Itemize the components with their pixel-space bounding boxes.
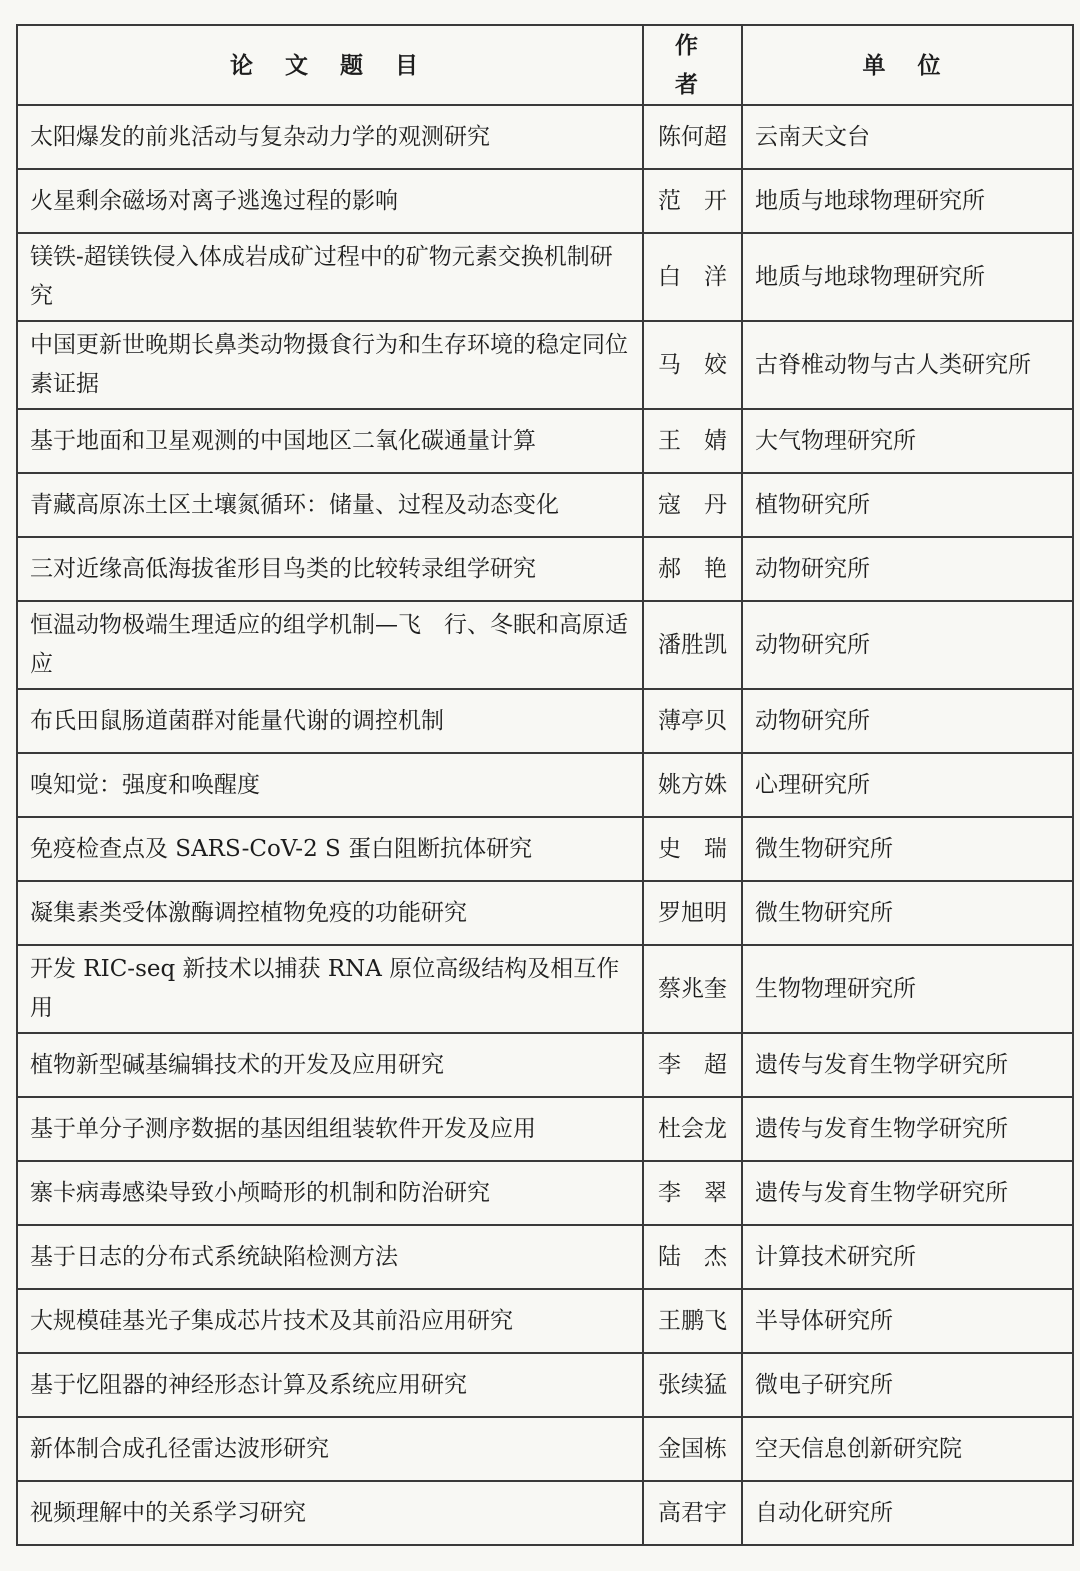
author-name: 史 瑞 [643, 817, 742, 881]
paper-title: 中国更新世晚期长鼻类动物摄食行为和生存环境的稳定同位素证据 [17, 321, 643, 409]
table-row [17, 1097, 1073, 1161]
paper-title: 开发 RIC-seq 新技术以捕获 RNA 原位高级结构及相互作用 [17, 945, 643, 1033]
paper-title: 青藏高原冻土区土壤氮循环：储量、过程及动态变化 [17, 473, 643, 537]
table-row [17, 1481, 1073, 1545]
author-name: 马 姣 [643, 321, 742, 409]
paper-title: 大规模硅基光子集成芯片技术及其前沿应用研究 [17, 1289, 643, 1353]
paper-title: 新体制合成孔径雷达波形研究 [17, 1417, 643, 1481]
table-row [17, 169, 1073, 233]
paper-title: 恒温动物极端生理适应的组学机制—飞 行、冬眠和高原适应 [17, 601, 643, 689]
institution: 地质与地球物理研究所 [742, 233, 1073, 321]
paper-title: 免疫检查点及 SARS-CoV-2 S 蛋白阻断抗体研究 [17, 817, 643, 881]
table-row [17, 817, 1073, 881]
institution: 计算技术研究所 [742, 1225, 1073, 1289]
table-row [17, 1225, 1073, 1289]
table-row [17, 689, 1073, 753]
author-name: 陆 杰 [643, 1225, 742, 1289]
table-row [17, 753, 1073, 817]
table-row [17, 321, 1073, 409]
institution: 地质与地球物理研究所 [742, 169, 1073, 233]
paper-title: 凝集素类受体激酶调控植物免疫的功能研究 [17, 881, 643, 945]
institution: 自动化研究所 [742, 1481, 1073, 1545]
author-name: 白 洋 [643, 233, 742, 321]
institution: 微电子研究所 [742, 1353, 1073, 1417]
institution: 植物研究所 [742, 473, 1073, 537]
institution: 微生物研究所 [742, 817, 1073, 881]
author-name: 蔡兆奎 [643, 945, 742, 1033]
author-name: 陈何超 [643, 105, 742, 169]
table-row [17, 233, 1073, 321]
paper-title: 基于单分子测序数据的基因组组装软件开发及应用 [17, 1097, 643, 1161]
paper-title: 基于地面和卫星观测的中国地区二氧化碳通量计算 [17, 409, 643, 473]
table-body [17, 105, 1073, 1545]
author-name: 金国栋 [643, 1417, 742, 1481]
table-row [17, 1417, 1073, 1481]
author-name: 范 开 [643, 169, 742, 233]
author-name: 高君宇 [643, 1481, 742, 1545]
header-title: 论 文 题 目 [17, 25, 643, 105]
institution: 动物研究所 [742, 537, 1073, 601]
institution: 半导体研究所 [742, 1289, 1073, 1353]
institution: 生物物理研究所 [742, 945, 1073, 1033]
table-row [17, 409, 1073, 473]
paper-award-table [16, 24, 1074, 1546]
institution: 心理研究所 [742, 753, 1073, 817]
paper-title: 寨卡病毒感染导致小颅畸形的机制和防治研究 [17, 1161, 643, 1225]
paper-title: 三对近缘高低海拔雀形目鸟类的比较转录组学研究 [17, 537, 643, 601]
institution: 云南天文台 [742, 105, 1073, 169]
table-row [17, 881, 1073, 945]
table-row [17, 105, 1073, 169]
author-name: 姚方姝 [643, 753, 742, 817]
paper-title: 基于日志的分布式系统缺陷检测方法 [17, 1225, 643, 1289]
table-row [17, 945, 1073, 1033]
table-row [17, 601, 1073, 689]
paper-title: 基于忆阻器的神经形态计算及系统应用研究 [17, 1353, 643, 1417]
paper-title: 植物新型碱基编辑技术的开发及应用研究 [17, 1033, 643, 1097]
institution: 动物研究所 [742, 601, 1073, 689]
header-unit: 单 位 [742, 25, 1073, 105]
table-row [17, 1353, 1073, 1417]
table-row [17, 537, 1073, 601]
header-row [17, 25, 1073, 105]
author-name: 郝 艳 [643, 537, 742, 601]
header-author: 作 者 [643, 25, 742, 105]
author-name: 王鹏飞 [643, 1289, 742, 1353]
table-row [17, 473, 1073, 537]
institution: 大气物理研究所 [742, 409, 1073, 473]
author-name: 薄亭贝 [643, 689, 742, 753]
institution: 遗传与发育生物学研究所 [742, 1161, 1073, 1225]
author-name: 潘胜凯 [643, 601, 742, 689]
paper-title: 镁铁-超镁铁侵入体成岩成矿过程中的矿物元素交换机制研究 [17, 233, 643, 321]
paper-title: 视频理解中的关系学习研究 [17, 1481, 643, 1545]
table-header [17, 25, 1073, 105]
table-row [17, 1033, 1073, 1097]
table-row [17, 1289, 1073, 1353]
institution: 遗传与发育生物学研究所 [742, 1097, 1073, 1161]
institution: 遗传与发育生物学研究所 [742, 1033, 1073, 1097]
paper-title: 太阳爆发的前兆活动与复杂动力学的观测研究 [17, 105, 643, 169]
author-name: 李 翠 [643, 1161, 742, 1225]
institution: 古脊椎动物与古人类研究所 [742, 321, 1073, 409]
author-name: 张续猛 [643, 1353, 742, 1417]
institution: 动物研究所 [742, 689, 1073, 753]
author-name: 罗旭明 [643, 881, 742, 945]
institution: 空天信息创新研究院 [742, 1417, 1073, 1481]
author-name: 杜会龙 [643, 1097, 742, 1161]
table-row [17, 1161, 1073, 1225]
paper-title: 布氏田鼠肠道菌群对能量代谢的调控机制 [17, 689, 643, 753]
author-name: 寇 丹 [643, 473, 742, 537]
institution: 微生物研究所 [742, 881, 1073, 945]
author-name: 王 婧 [643, 409, 742, 473]
paper-title: 嗅知觉：强度和唤醒度 [17, 753, 643, 817]
paper-title: 火星剩余磁场对离子逃逸过程的影响 [17, 169, 643, 233]
author-name: 李 超 [643, 1033, 742, 1097]
